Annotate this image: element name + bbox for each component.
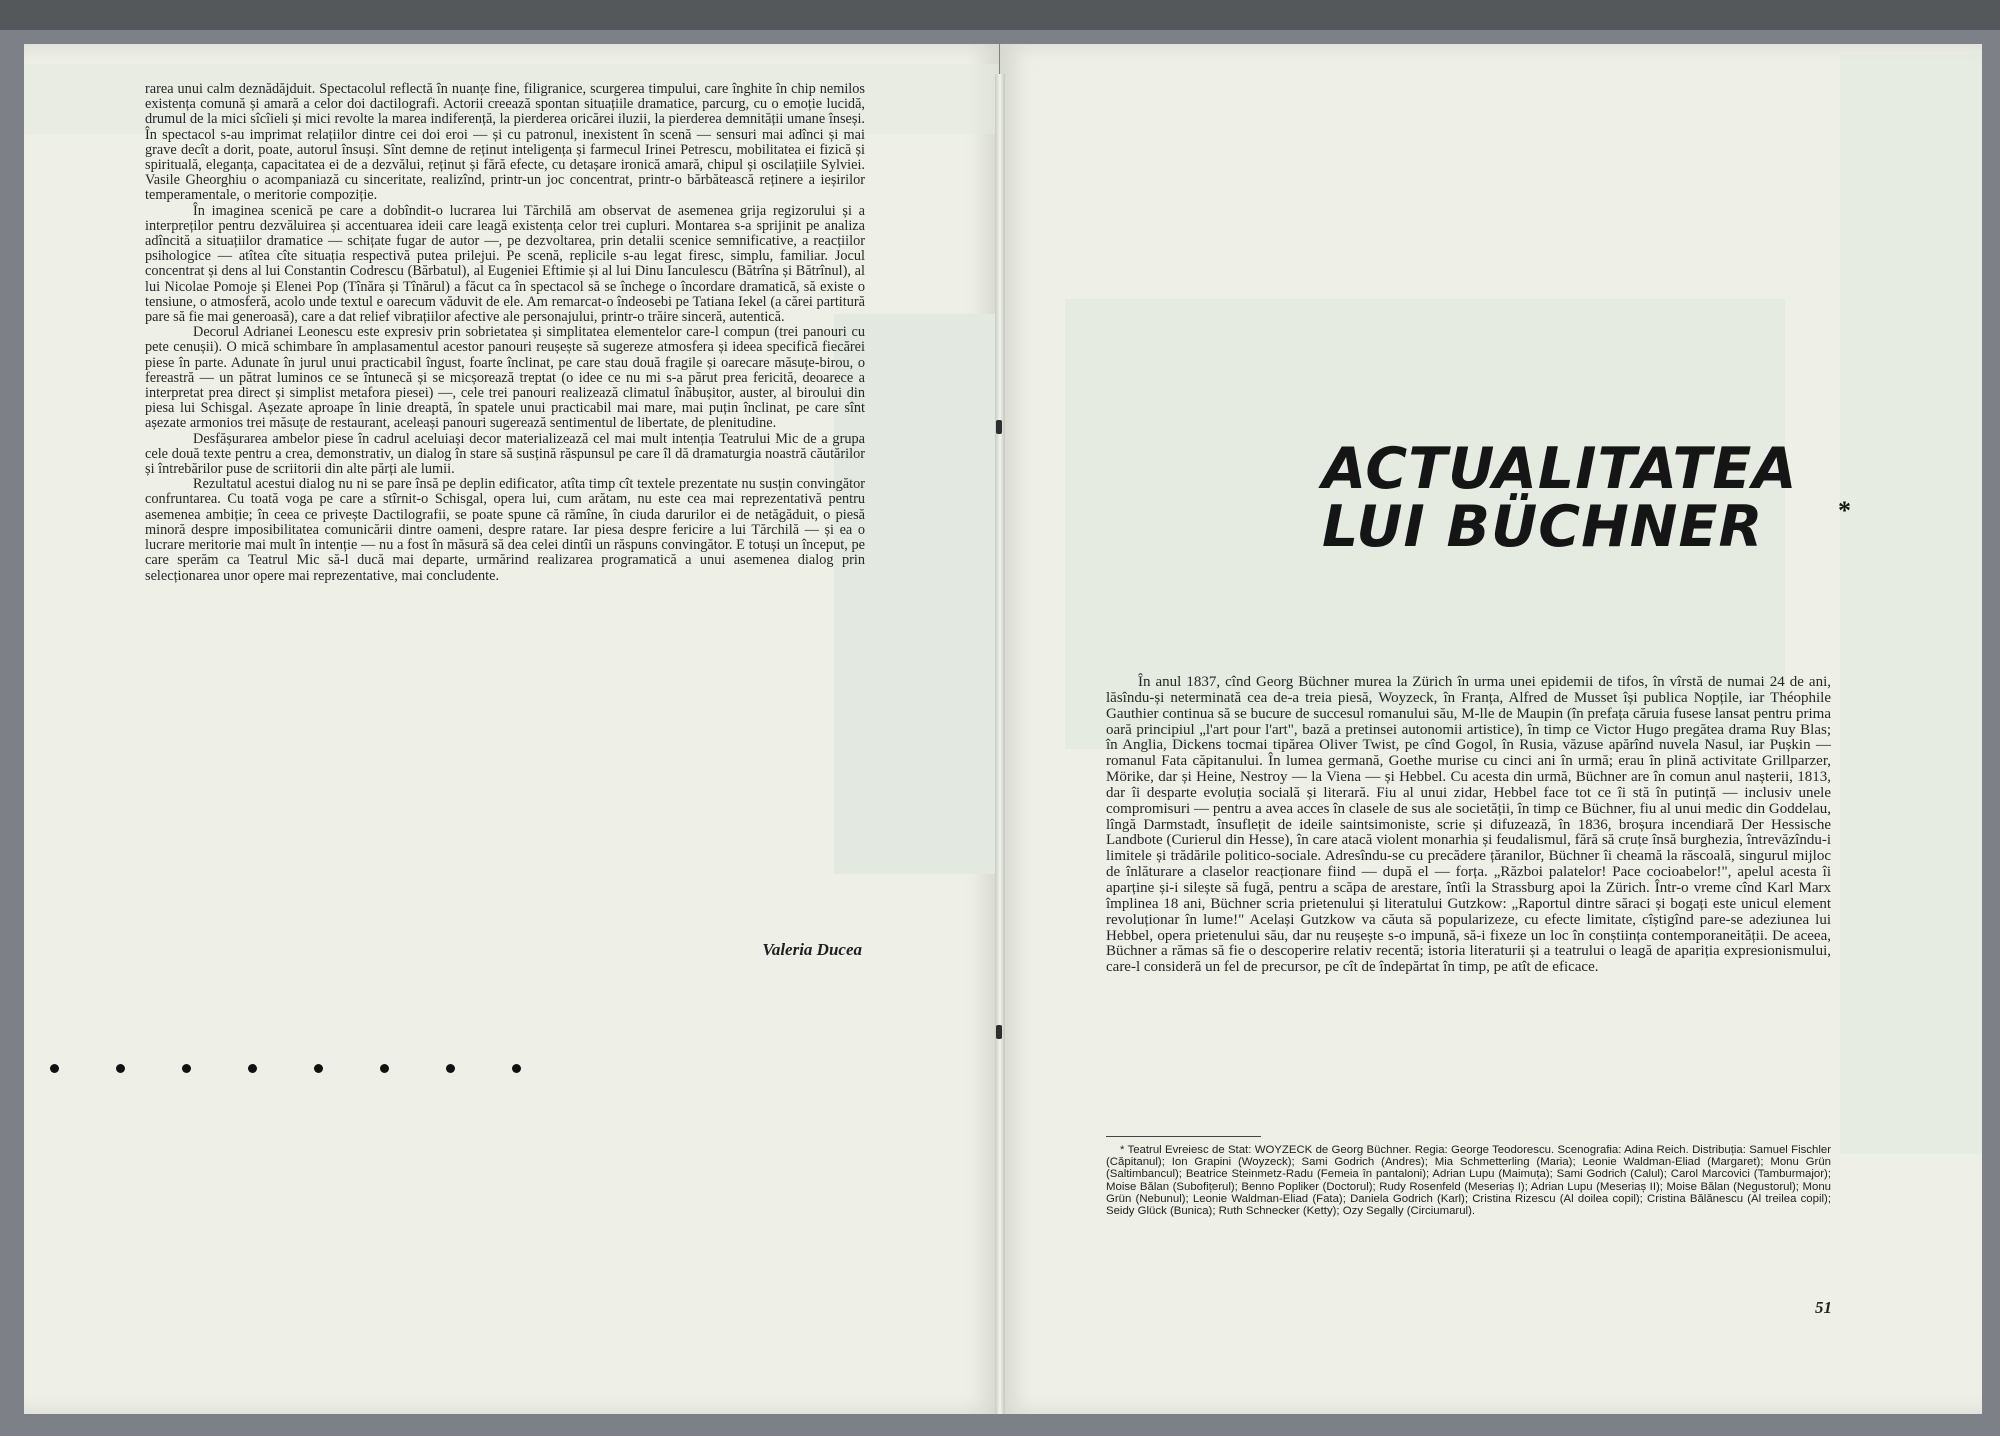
paragraph: Rezultatul acestui dialog nu ni se pare însă pe deplin edificator, atîta timp cît textele prezentate nu susțin convingător confruntarea. Cu toată voga pe care a stîrnit-o Schisgal, opera lui, cum arătam, nu este cea mai reprezentativă pentru asemenea ambiție; în ceea ce privește Dactilografii, se poate spune că rămîne, în ciuda darurilor ei de netăgăduit, o piesă minoră despre imposibilitatea comunicării dintre oameni, despre ratare. Iar piesa despre fericire a lui Tărchilă — și ea o lucrare meritorie mai mult în intenție — nu a fost în măsură să dea celei dintîi un răspuns convingător. E totuși un început, pe care sperăm ca Teatrul Mic să-l ducă mai departe, urmărind realizarea programatică a unui asemenea dialog prin selecționarea unor opere mai reprezentative, mai concludente. xyxy=(145,476,865,584)
paragraph: În anul 1837, cînd Georg Büchner murea la Zürich în urma unei epidemii de tifos, în vîrstă de numai 24 de ani, lăsîndu-și neterminată cea de-a treia piesă, Woyzeck, în Franța, Alfred de Musset își publica Nopțile, iar Théophile Gauthier continua să se bucure de succesul romanului său, M-lle de Maupin (în prefața căruia fusese lansat pentru prima oară principiul „l'art pour l'art", bază a pretinsei autonomii artistice), în timp ce Victor Hugo pregătea drama Ruy Blas; în Anglia, Dickens tocmai tipărea Oliver Twist, pe cînd Gogol, în Rusia, văzuse apărînd nuvela Nasul, iar Pușkin — romanul Fata căpitanului. În lumea germană, Goethe murise cu cinci ani în urmă; erau în plină activitate Grillparzer, Mörike, dar și Heine, Nestroy — la Viena — și Hebbel. Cu acesta din urmă, Büchner are în comun anul nașterii, 1813, dar îi desparte evoluția socială și literară. Fiu al unui zidar, Hebbel face tot ce îi stă în putință — inclusiv unele compromisuri — pentru a avea acces în clasele de sus ale societății, în timp ce Büchner, fiu al unui medic din Goddelau, lîngă Darmstadt, însuflețit de ideile saintsimoniste, scrie și difuzează, în 1836, broșura incendiară Der Hessische Landbote (Curierul din Hesse), în care atacă violent monarhia și feudalismul, fără să cruțe însă burghezia, întrevăzîndu-i limitele și trădările politico-sociale. Adresîndu-se cu precădere țăranilor, Büchner îi cheamă la răscoală, singurul mijloc de înlăturare a claselor reacționare fiind — după el — forța. „Război palatelor! Pace cocioabelor!", apelul acesta îi aparține și-i silește să fugă, pentru a scăpa de arestare, întîi la Strassburg apoi la Zürich. Într-o vreme cînd Karl Marx împlinea 18 ani, Büchner scria prietenului și literatului Gutzkow: „Raportul dintre săraci și bogați este unicul element revoluționar în lume!" Același Gutzkow va căuta să popularizeze, cu efecte limitate, cîștigînd pare-se adeziunea lui Hebbel, opera prietenului său, dar nu reușește s-o impună, să-i fixeze un loc în conștiința contemporaneității. De aceea, Büchner a rămas să fie o descoperire relativ recentă; istoria literaturii și a teatrului o leagă de apariția expresionismului, care-l consideră un fel de precursor, pe cît de îndepărtat în timp, pe atît de eficace. xyxy=(1106,674,1831,976)
page-number: 51 xyxy=(1815,1298,1832,1317)
book-gutter xyxy=(995,74,1005,1414)
author-signature: Valeria Ducea xyxy=(762,940,862,959)
paragraph: Decorul Adrianei Leonescu este expresiv prin sobrietatea și simplitatea elementelor care-l compun (trei panouri cu pete cenușii). O mică schimbare în amplasamentul acestor panouri reușește să sugereze atmosfera și ideea specifică fiecărei piese în parte. Adunate în jurul unui practicabil îngust, foarte înclinat, pe care stau două fragile și oarecare măsuțe-birou, o fereastră — un pătrat luminos ce se întunecă și se micșorează treptat (o idee ce nu mi s-a părut prea fericită, deoarece a interpretat prea direct și simplist metafora piesei) —, cele trei panouri realizează climatul înăbușitor, auster, al biroului din piesa lui Schisgal. Așezate aproape în linie dreaptă, în spatele unui practicabil mai mare, mai puțin înclinat, pe care sînt așezate armonios trei măsuțe de restaurant, aceleași panouri sugerează sentimentul de libertate, de plenitudine. xyxy=(145,324,865,432)
staple xyxy=(996,1025,1002,1039)
dot-ornament xyxy=(248,1064,257,1073)
paragraph: Desfășurarea ambelor piese în cadrul aceluiași decor materializează cel mai mult intenția Teatrului Mic de a grupa cele două texte pentru a crea, demonstrativ, un dialog în stare să susțină răspunsul pe care îl dă dramaturgia noastră căutărilor și întrebărilor puse de scriitorii din alte părți ale lumii. xyxy=(145,430,865,478)
title-footnote-marker: * xyxy=(1838,496,1851,525)
dot-ornament xyxy=(50,1064,59,1073)
left-article-body xyxy=(145,82,865,584)
staple xyxy=(996,420,1002,434)
title-line-1: ACTUALITATEA xyxy=(1322,436,1798,502)
dot-ornament xyxy=(512,1064,521,1073)
dot-ornament xyxy=(380,1064,389,1073)
title-line-2: LUI BÜCHNER xyxy=(1322,494,1764,560)
dot-ornament xyxy=(182,1064,191,1073)
section-separator-dots xyxy=(50,1064,521,1073)
article-title xyxy=(1322,436,1842,560)
footnote: * Teatrul Evreiesc de Stat: WOYZECK de Georg Büchner. Regia: George Teodorescu. Scenografia: Adina Reich. Distribuția: Samuel Fischler (Căpitanul); Ion Grapini (Woyzeck); Sami Godrich (Andres); Mia Schmetterling (Maria); Leonie Waldman-Eliad (Margaret); Monu Grün (Saltimbancul); Beatrice Steinmetz-Radu (Femeia în pantaloni); Adrian Lupu (Maimuța); Sami Godrich (Calul); Carol Marcovici (Tamburmajor); Moise Bălan (Subofițerul); Benno Popliker (Doctorul); Rudy Rosenfeld (Meseriaș I); Adrian Lupu (Meseriaș II); Moise Bălan (Negustorul); Monu Grün (Nebunul); Leonie Waldman-Eliad (Fata); Daniela Godrich (Karl); Cristina Rizescu (Al doilea copil); Cristina Bălănescu (Al treilea copil); Seidy Glück (Bunica); Ruth Schnecker (Ketty); Ozy Segally (Circiumarul). xyxy=(1106,1144,1831,1218)
page-tone xyxy=(1840,54,1982,1154)
dot-ornament xyxy=(446,1064,455,1073)
paragraph: În imaginea scenică pe care a dobîndit-o lucrarea lui Tărchilă am observat de asemenea grija regizorului și a interpreților pentru dezvăluirea și accentuarea ideii care leagă existența celor trei cupluri. Montarea s-a sprijinit pe analiza adîncită a situațiilor dramatice — schițate fugar de autor —, pe dezvoltarea, prin detalii scenice semnificative, a reacțiilor psihologice — atîtea cîte situația respectivă putea prilejui. Pe scenă, replicile s-au legat firesc, simplu, familiar. Jocul concentrat și dens al lui Constantin Codrescu (Bărbatul), al Eugeniei Eftimie și al lui Dinu Ianculescu (Bătrîna și Bătrînul), al lui Nicolae Pomoje și Elenei Pop (Tînăra și Tînărul) a făcut ca în spectacol să se închege o încordare dramatică, să existe o tensiune, o atmosferă, acolo unde textul e oarecum văduvit de ele. Am remarcat-o îndeosebi pe Tatiana Iekel (a cărei partitură pare să fie mai generoasă), care a dat relief vibrațiilor afective ale personajului, printr-o trăire sinceră, autentică. xyxy=(145,202,865,326)
paragraph: rarea unui calm deznădăjduit. Spectacolul reflectă în nuanțe fine, filigranice, scurgerea timpului, care înghite în chip nemilos existența comună și amară a celor doi dactilografi. Actorii creează spontan situațiile dramatice, parcurg, cu o emoție lucidă, drumul de la mici sîcîieli și mici revolte la marea indiferență, la pierderea oricărei iluzii, la pierderea demnității umane înseși. În spectacol s-au imprimat relațiilor dintre cei doi eroi — și cu patronul, inexistent în scenă — sensuri mai adînci și mai grave decît a dorit, poate, autorul însuși. Sînt demne de reținut inteligența și farmecul Irinei Petrescu, mobilitatea ei fizică și spirituală, eleganța, capacitatea ei de a dezvălui, reținut și fără efecte, cu detașare ironică amară, chipul și oscilațiile Sylviei. Vasile Gheorghiu o acompaniază cu sinceritate, realizînd, printr-un joc concentrat, printr-o bărbătească reținere a ieșirilor temperamentale, o meritorie compoziție. xyxy=(145,81,865,204)
dot-ornament xyxy=(116,1064,125,1073)
footnote-divider xyxy=(1106,1136,1261,1137)
right-article-body xyxy=(1106,675,1831,976)
dot-ornament xyxy=(314,1064,323,1073)
